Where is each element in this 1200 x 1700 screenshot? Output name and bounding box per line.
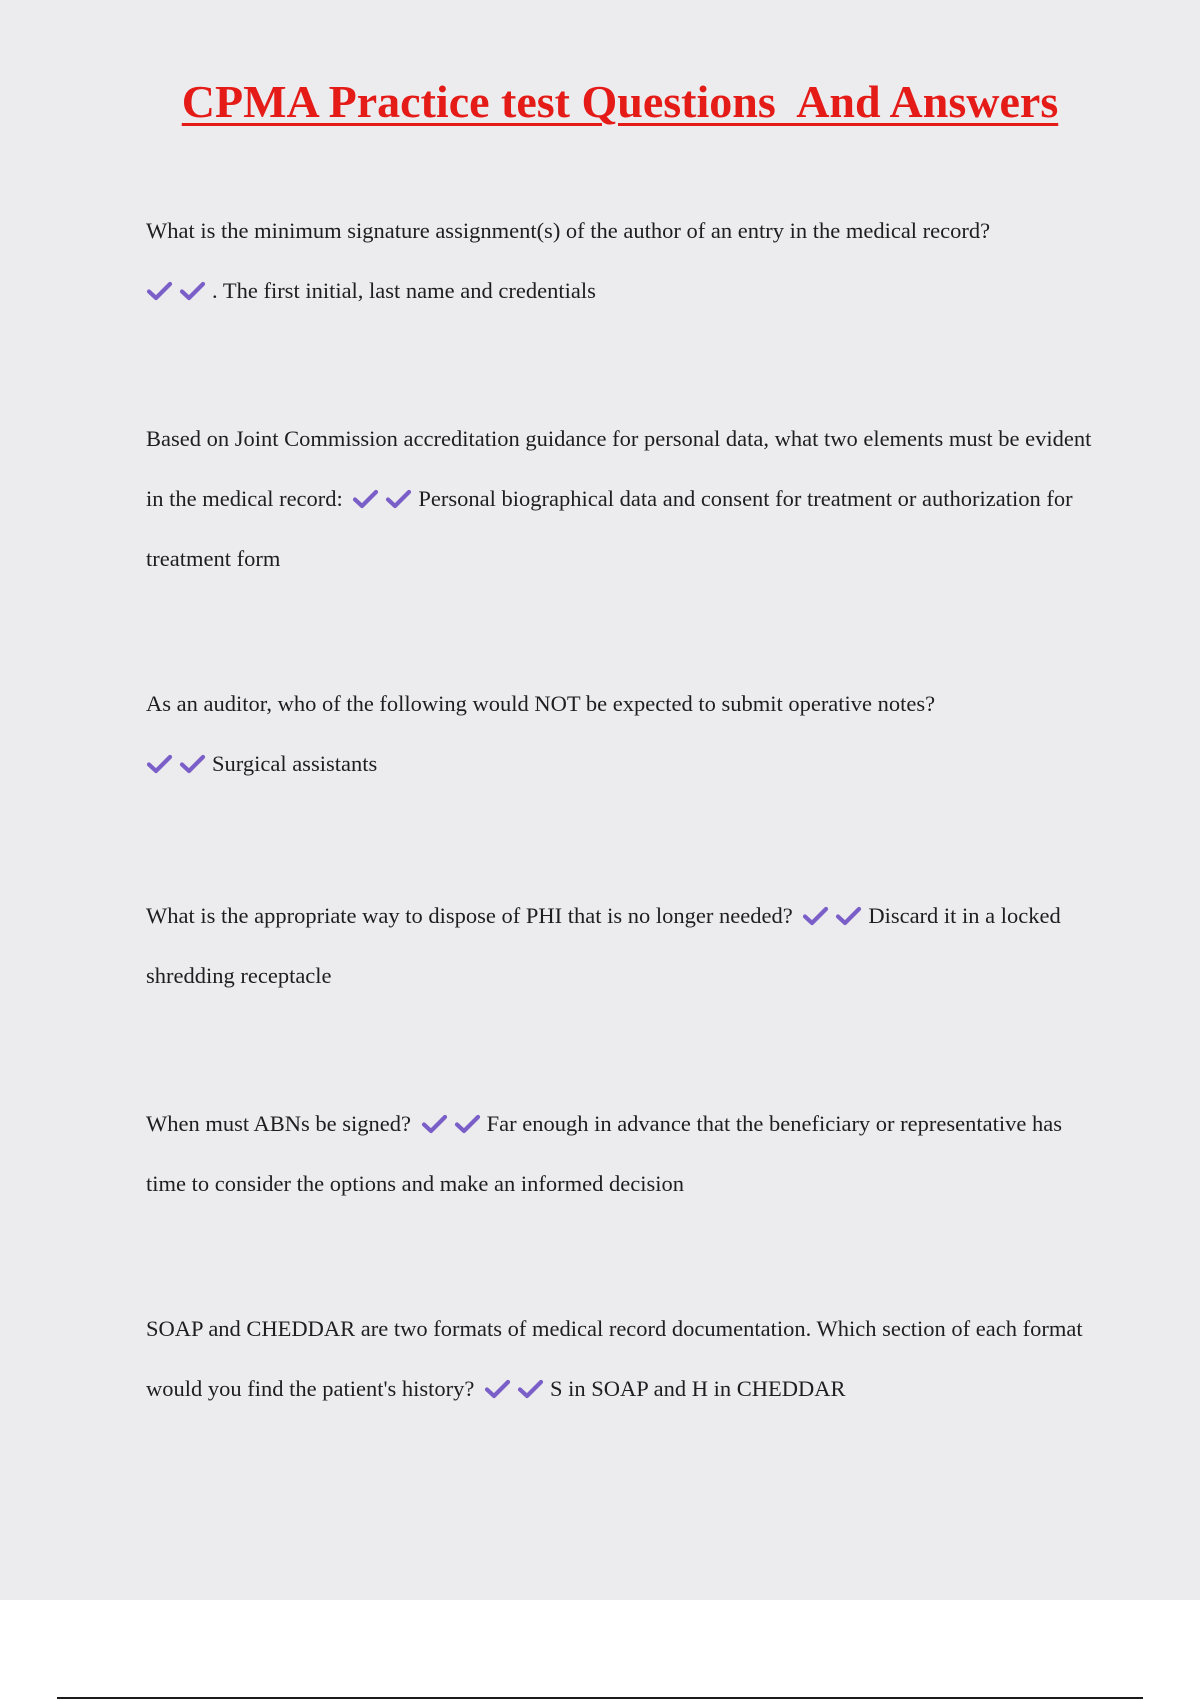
answer-checkmarks [484,1359,550,1419]
qa-item [146,1094,1096,1214]
question-text: SOAP and CHEDDAR are two formats of medical record documentation. Which section of each format would you find the patient's history? [146,1316,1083,1401]
answer-text: Surgical assistants [212,751,378,776]
check-icon [517,1379,544,1399]
question-text: What is the minimum signature assignment(s) of the author of an entry in the medical record? [146,218,991,243]
check-icon [179,754,206,774]
check-icon [179,281,206,301]
qa-item [146,1299,1096,1419]
answer-checkmarks [802,886,868,946]
check-icon [802,906,829,926]
document-title: CPMA Practice test Questions And Answers [181,76,1059,127]
question-text: When must ABNs be signed? [146,1111,411,1136]
answer-checkmarks [352,469,418,529]
answer-text: Discard it in a locked shredding receptacle [146,903,1061,988]
check-icon [421,1114,448,1134]
qa-item [146,886,1096,1006]
question-text: What is the appropriate way to dispose of PHI that is no longer needed? [146,903,793,928]
answer-checkmarks [146,734,212,794]
check-icon [835,906,862,926]
answer-text: . The first initial, last name and credentials [212,278,596,303]
answer-checkmarks [421,1094,487,1154]
answer-text: Personal biographical data and consent for treatment or authorization for treatment form [146,486,1073,571]
check-icon [352,489,379,509]
question-text: Based on Joint Commission accreditation guidance for personal data, what two elements must be evident in the medical record: [146,426,1092,511]
check-icon [146,281,173,301]
check-icon [484,1379,511,1399]
check-icon [385,489,412,509]
qa-item [146,201,1096,321]
answer-text: S in SOAP and H in CHEDDAR [550,1376,846,1401]
answer-checkmarks [146,261,212,321]
answer-text: Far enough in advance that the beneficiary or representative has time to consider the options and make an informed decision [146,1111,1062,1196]
check-icon [454,1114,481,1134]
qa-item [146,674,1096,794]
question-text: As an auditor, who of the following would NOT be expected to submit operative notes? [146,691,936,716]
check-icon [146,754,173,774]
footer-divider [57,1697,1143,1699]
qa-item [146,409,1096,589]
